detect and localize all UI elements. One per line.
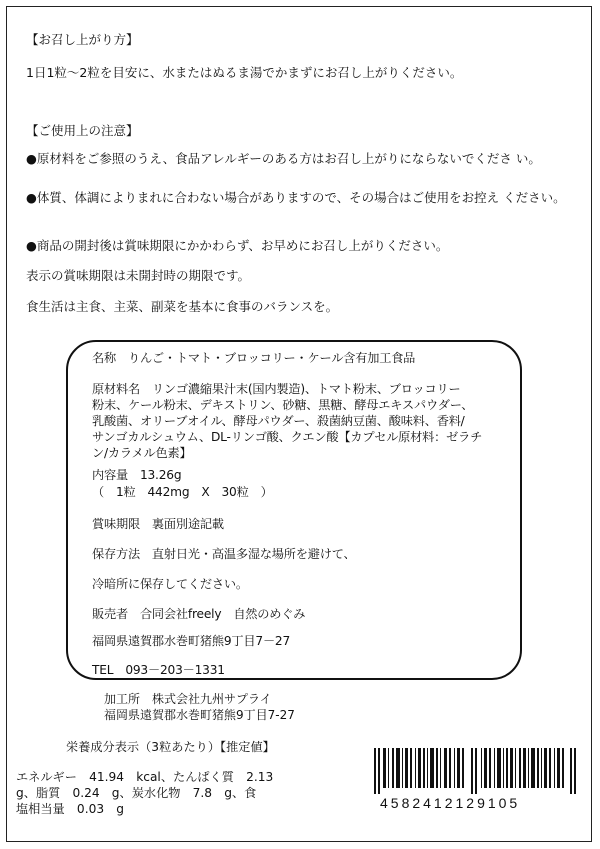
barcode-number: 4582412129105 bbox=[380, 795, 521, 811]
caution-item: ●商品の開封後は賞味期限にかかわらず、お早めにお召し上がりください。 bbox=[26, 238, 449, 253]
seller-tel: TEL 093－203－1331 bbox=[92, 663, 225, 677]
barcode bbox=[374, 748, 576, 794]
usage-text: 1日1粒～2粒を目安に、水またはぬるま湯でかまずにお召し上がりください。 bbox=[26, 65, 463, 80]
usage-heading: 【お召し上がり方】 bbox=[26, 32, 139, 47]
storage-method-cont: 冷暗所に保存してください。 bbox=[92, 577, 248, 591]
ingredients-line: ン/カラメル色素】 bbox=[92, 446, 192, 460]
best-before: 賞味期限 裏面別途記載 bbox=[92, 517, 224, 531]
content-amount: 内容量 13.26g bbox=[92, 468, 182, 482]
diet-note: 食生活は主食、主菜、副菜を基本に食事のバランスを。 bbox=[26, 299, 339, 314]
manufacturer-address: 福岡県遠賀郡水巻町猪熊9丁目7-27 bbox=[104, 708, 295, 722]
ingredients-line: 原材料名 リンゴ濃縮果汁末(国内製造)、トマト粉末、ブロッコリー bbox=[92, 382, 461, 396]
manufacturer-name: 加工所 株式会社九州サプライ bbox=[104, 692, 272, 706]
nutrition-title: 栄養成分表示（3粒あたり）【推定値】 bbox=[66, 740, 275, 754]
ingredients-line: サンゴカルシュウム、DL-リンゴ酸、クエン酸【カプセル原材料：ゼラチ bbox=[92, 430, 483, 444]
storage-method: 保存方法 直射日光・高温多湿な場所を避けて、 bbox=[92, 547, 356, 561]
nutrition-line: 塩相当量 0.03 g bbox=[16, 802, 124, 816]
content-detail: （ 1粒 442mg X 30粒 ） bbox=[92, 485, 273, 499]
ingredients-line: 粉末、ケール粉末、デキストリン、砂糖、黒糖、酵母エキスパウダー、 bbox=[92, 398, 474, 412]
expiry-note: 表示の賞味期限は未開封時の期限です。 bbox=[26, 268, 251, 283]
nutrition-line: g、脂質 0.24 g、炭水化物 7.8 g、食 bbox=[16, 786, 257, 800]
seller: 販売者 合同会社freely 自然のめぐみ bbox=[92, 607, 306, 621]
ingredients-line: 乳酸菌、オリーブオイル、酵母パウダー、殺菌納豆菌、酸味料、香料/ bbox=[92, 414, 465, 428]
product-name: 名称 りんご・トマト・ブロッコリー・ケール含有加工食品 bbox=[92, 351, 416, 365]
cautions-heading: 【ご使用上の注意】 bbox=[26, 123, 139, 138]
caution-item: ●原材料をご参照のうえ、食品アレルギーのある方はお召し上がりにならないでくださ い。 bbox=[26, 151, 541, 166]
nutrition-line: エネルギー 41.94 kcal、たんぱく質 2.13 bbox=[16, 770, 274, 784]
seller-address: 福岡県遠賀郡水巻町猪熊9丁目7－27 bbox=[92, 634, 291, 648]
caution-item: ●体質、体調によりまれに合わない場合がありますので、その場合はご使用をお控え ください。 bbox=[26, 190, 566, 205]
